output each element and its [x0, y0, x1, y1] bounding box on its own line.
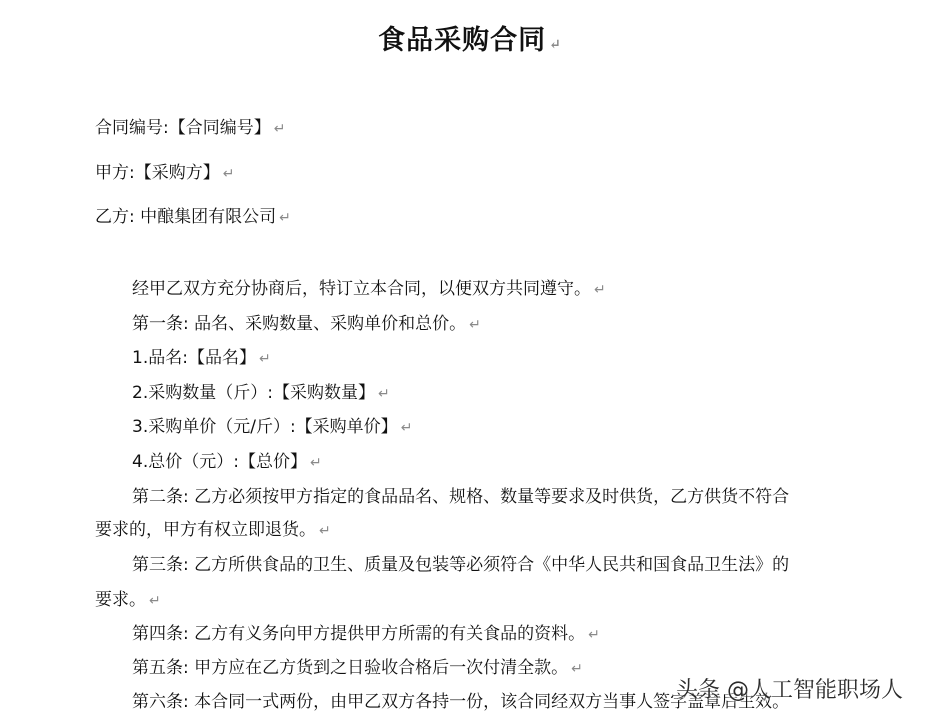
- article-1-item: 2.采购数量（斤）:【采购数量】 ↵: [132, 383, 390, 403]
- intro-paragraph: 经甲乙双方充分协商后，特订立本合同，以便双方共同遵守。 ↵: [132, 279, 606, 299]
- article-1-item: 3.采购单价（元/斤）:【采购单价】 ↵: [132, 417, 413, 437]
- article-5: 第五条: 甲方应在乙方货到之日验收合格后一次付清全款。 ↵: [132, 658, 583, 678]
- paragraph-mark-icon: ↵: [149, 593, 161, 609]
- article-1-item: 4.总价（元）:【总价】 ↵: [132, 452, 322, 472]
- article-3-line-1: 第三条: 乙方所供食品的卫生、质量及包装等必须符合《中华人民共和国食品卫生法》的: [132, 555, 790, 575]
- party-b-line: 乙方: 中酿集团有限公司 ↵: [95, 207, 291, 227]
- paragraph-mark-icon: ↵: [588, 627, 600, 643]
- document-title: 食品采购合同 ↵: [378, 25, 562, 56]
- paragraph-mark-icon: ↵: [469, 317, 481, 333]
- paragraph-mark-icon: ↵: [319, 523, 331, 539]
- watermark: 头条 @人工智能职场人: [676, 678, 903, 703]
- article-2-line-2: 要求的，甲方有权立即退货。 ↵: [95, 520, 331, 540]
- article-4: 第四条: 乙方有义务向甲方提供甲方所需的有关食品的资料。 ↵: [132, 624, 600, 644]
- paragraph-mark-icon: ↵: [273, 121, 286, 137]
- paragraph-mark-icon: ↵: [258, 351, 271, 367]
- paragraph-mark-icon: ↵: [377, 386, 390, 402]
- article-6: 第六条: 本合同一式两份，由甲乙双方各持一份，该合同经双方当事人签字盖章后生效。: [132, 692, 790, 712]
- article-2-line-1: 第二条: 乙方必须按甲方指定的食品品名、规格、数量等要求及时供货，乙方供货不符合: [132, 487, 790, 507]
- contract-number-line: 合同编号:【合同编号】 ↵: [95, 118, 286, 138]
- paragraph-mark-icon: ↵: [594, 282, 606, 298]
- article-3-line-2: 要求。 ↵: [95, 590, 161, 610]
- paragraph-mark-icon: ↵: [400, 420, 413, 436]
- paragraph-mark-icon: ↵: [571, 661, 583, 677]
- article-1-heading: 第一条: 品名、采购数量、采购单价和总价。 ↵: [132, 314, 481, 334]
- party-a-line: 甲方:【采购方】 ↵: [95, 163, 235, 183]
- paragraph-mark-icon: ↵: [549, 37, 562, 53]
- paragraph-mark-icon: ↵: [279, 210, 291, 226]
- article-1-item: 1.品名:【品名】 ↵: [132, 348, 271, 368]
- paragraph-mark-icon: ↵: [309, 455, 322, 471]
- paragraph-mark-icon: ↵: [222, 166, 235, 182]
